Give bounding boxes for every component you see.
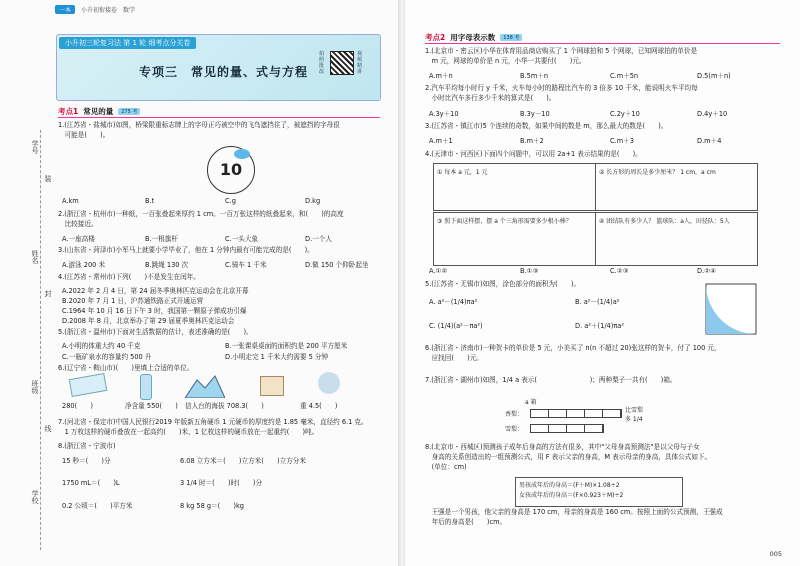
r4-box-1: ① 每本 a 元，1 元 — [433, 163, 596, 211]
binding-margin — [0, 130, 52, 550]
q8-item-3[interactable]: 1750 mL＝( )L — [62, 479, 120, 487]
section-title: 用字母表示数 — [450, 33, 496, 42]
r2-option-b[interactable]: B.3y－10 — [520, 110, 550, 118]
r-question-8: 8.(北京市・西城区)预测孩子成年后身高的方法有很多，其中"父母身高预测法"是以父母与子女 — [425, 443, 700, 451]
r-question-8-answer: 年后的身高是( )cm。 — [425, 518, 507, 526]
r1-option-b[interactable]: B.5m＋n — [520, 72, 549, 80]
r4-option-d[interactable]: D.②④ — [697, 267, 716, 275]
q8-item-1[interactable]: 15 秒＝( )分 — [62, 457, 111, 465]
q3-option-b[interactable]: B.跳绳 130 次 — [145, 261, 189, 269]
r2-option-d[interactable]: D.4y＋10 — [697, 110, 728, 118]
q1-option-c[interactable]: C.g — [225, 197, 236, 205]
r7-label-a: a 箱 — [525, 399, 537, 406]
q5-option-b[interactable]: B.一张课桌桌面的面积约是 200 平方厘米 — [225, 342, 348, 350]
margin-label-name: 姓名 — [31, 250, 39, 264]
r3-option-d[interactable]: D.m＋4 — [697, 137, 722, 145]
topic-banner — [56, 34, 381, 101]
section-1-header — [58, 106, 140, 117]
r4-box-2: ② 长方形的周长是多少厘米？ 1 cm，a cm — [595, 163, 758, 211]
q1-option-d[interactable]: D.kg — [305, 197, 321, 205]
mountain-image — [185, 374, 225, 398]
r5-option-c[interactable]: C. (1/4)(a²－πa²) — [429, 322, 483, 330]
q6-item-2[interactable]: 净含量 550( ) — [125, 402, 178, 410]
right-page — [405, 0, 800, 566]
r-question-2-cont: 小时比汽车多行多少千米的算式是( )。 — [425, 94, 556, 102]
subject-label: 数学 — [123, 6, 136, 14]
q4-option-c[interactable]: C.1964 年 10 月 16 日下午 3 时，我国第一颗原子弹成功引爆 — [62, 307, 247, 315]
milk-box-image — [260, 376, 284, 396]
xueli-bar — [530, 424, 604, 433]
question-2-cont: 比较接近。 — [58, 220, 98, 228]
r-question-8-cont: 身高的关系创造出的一组预测公式，用 F 表示父亲的身高，M 表示母亲的身高，具体公式如下。 — [425, 453, 712, 461]
q4-option-a[interactable]: A.2022 年 2 月 4 日，第 24 届冬季奥林匹克运动会在北京开幕 — [62, 287, 249, 295]
r7-label-more: 多 1/4 — [625, 416, 643, 423]
r5-option-a[interactable]: A. a²－(1/4)πa² — [429, 298, 478, 306]
r4-option-b[interactable]: B.①③ — [520, 267, 539, 275]
bird-icon — [234, 149, 250, 159]
margin-word-3: 线 — [44, 425, 52, 432]
q5-option-a[interactable]: A.小明的体重大约 40 千克 — [62, 342, 141, 350]
section-title: 常见的量 — [83, 107, 114, 116]
section-tag: 275 考 — [118, 108, 140, 115]
brick-image — [69, 373, 108, 397]
margin-label-number: 学号 — [31, 140, 39, 154]
question-7: 7.(河北省・保定市)中国人民银行2019 年版新五角硬币 1 元硬币的厚度约是 1.85 毫米，直径约 6.1 克。 — [58, 418, 368, 426]
question-1-cont: 可能是( )。 — [58, 131, 110, 139]
question-2: 2.(浙江省・杭州市)一种纸，一百张叠起来厚约 1 cm。一百万张这样的纸叠起来，和( )的高度 — [58, 210, 344, 218]
section-2-header — [425, 32, 522, 43]
r-question-8-story: 王强是一个男孩，他父亲的身高是 170 cm，母亲的身高是 160 cm。按照上面的公式预测，王强成 — [425, 508, 723, 516]
q4-option-d[interactable]: D.2008 年 8 月，北京举办了第 29 届夏季奥林匹克运动会 — [62, 317, 235, 325]
q1-option-a[interactable]: A.km — [62, 197, 79, 205]
qr-right-label: 视频精讲 — [357, 51, 363, 75]
question-1: 1.(江苏省・盐城市)如图，桥梁限重标志牌上的字母正巧被空中的飞鸟遮挡住了，被遮挡的字母很 — [58, 121, 340, 129]
r1-option-c[interactable]: C.m＋5n — [610, 72, 639, 80]
r1-option-d[interactable]: D.5(m＋n) — [697, 72, 731, 80]
q8-item-2[interactable]: 6.08 立方米＝( )立方米( )立方分米 — [180, 457, 306, 465]
question-8: 8.(浙江省・宁波市) — [58, 442, 116, 450]
r-question-3: 3.(江苏省・镇江市)5 个连续的奇数，如果中间的数是 m，那么最大的数是( )。 — [425, 122, 668, 130]
q6-item-1[interactable]: 280( ) — [62, 402, 93, 410]
section-label: 考点1 — [58, 107, 79, 116]
r3-option-c[interactable]: C.m＋3 — [610, 137, 634, 145]
formula-boy: 男孩成年后的身高＝(F＋M)×1.08÷2 — [519, 482, 620, 489]
question-6: 6.(辽宁省・鞍山市)( )里填上合适的单位。 — [58, 364, 194, 372]
q4-option-b[interactable]: B.2020 年 7 月 1 日，沪苏通铁路正式开通运营 — [62, 297, 204, 305]
question-5: 5.(浙江省・温州市)下面对生活数据的估计，表述准确的是( )。 — [58, 328, 253, 336]
qr-left-label: 拍照批改 — [319, 51, 325, 75]
weight-limit-sign: 10 — [207, 146, 255, 194]
q6-item-3[interactable]: 信人台的海拔 708.3( ) — [185, 402, 264, 410]
book-title: 小升初衔接卷 — [81, 6, 118, 14]
r-question-6-cont: 应找回( )元。 — [425, 354, 483, 362]
q3-option-a[interactable]: A.游泳 200 米 — [62, 261, 106, 269]
r-question-8-unit: (单位：cm) — [425, 463, 467, 471]
r2-option-c[interactable]: C.2y＋10 — [610, 110, 640, 118]
r4-box-4: ④ 团结队有多少人？ 篮球队：a人，田径队：5人 — [595, 212, 758, 266]
r-question-4: 4.(天津市・河西区)下面四个问题中，可以用 2a+1 表示结果的是( )。 — [425, 150, 642, 158]
elephant-image — [318, 372, 340, 394]
margin-label-class: 班级 — [31, 380, 39, 394]
question-7-cont: 1 万枚这样的硬币叠放在一起高约( )米，1 亿枚这样的硬币放在一起重约( )吨。 — [58, 428, 319, 436]
q1-option-b[interactable]: B.t — [145, 197, 155, 205]
question-3: 3.(山东省・菏泽市)小军马上就要小学毕业了，他在 1 分钟内最有可能完成的是( )。 — [58, 246, 314, 254]
q6-item-4[interactable]: 重 4.5( ) — [300, 402, 338, 410]
brand-badge: 一本 — [55, 5, 75, 14]
r4-option-a[interactable]: A.①② — [429, 267, 448, 275]
r5-option-b[interactable]: B. a²－(1/4)a² — [575, 298, 620, 306]
xiangli-bar — [530, 409, 622, 418]
margin-word-2: 封 — [44, 290, 52, 297]
r-question-5: 5.(江苏省・无锡市)如图，涂色部分的面积为( )。 — [425, 280, 581, 288]
q5-option-c[interactable]: C.一瓶矿泉水的容量约 500 升 — [62, 353, 152, 361]
q2-option-d[interactable]: D.一个人 — [305, 235, 332, 243]
q3-option-c[interactable]: C.骑车 1 千米 — [225, 261, 267, 269]
r3-option-b[interactable]: B.m＋2 — [520, 137, 544, 145]
q3-option-d[interactable]: D.做 150 个仰卧起坐 — [305, 261, 369, 269]
shaded-square-figure — [705, 283, 757, 335]
banner-strip: 小升初三轮复习法 第 1 轮 细考点分关卷 — [59, 37, 196, 49]
question-4: 4.(江苏省・常州市)下列( )不是发生在闰年。 — [58, 273, 200, 281]
r-question-6: 6.(浙江省・济南市)一种贺卡的单价是 5 元，小美买了 n(n 不超过 20)张这样的贺卡，付了 100 元， — [425, 344, 721, 352]
r7-label-xueli: 雪梨： — [505, 426, 524, 433]
section-tag: 138 考 — [500, 34, 522, 41]
r-question-1-cont: m 元，网球的单价是 n 元，小华一共要付( )元。 — [425, 57, 586, 65]
r1-option-a[interactable]: A.m＋n — [429, 72, 453, 80]
q8-item-6[interactable]: 8 kg 58 g＝( )kg — [180, 502, 244, 510]
r-question-1: 1.(北京市・密云区)小华在体育用品商店购买了 1 个网球拍和 5 个网球，已知网球拍的单价是 — [425, 47, 698, 55]
r7-label-xiangli: 香梨： — [505, 411, 524, 418]
qr-code-icon[interactable] — [330, 51, 354, 75]
page-header — [55, 4, 135, 14]
formula-box — [515, 477, 683, 507]
q5-option-d[interactable]: D.小明走完 1 千米大约需要 5 分钟 — [225, 353, 329, 361]
formula-girl: 女孩成年后的身高＝(F×0.923＋M)÷2 — [519, 492, 624, 499]
margin-word-1: 装 — [44, 175, 52, 182]
r2-option-a[interactable]: A.3y＋10 — [429, 110, 459, 118]
q8-item-4[interactable]: 3 1/4 时＝( )时( )分 — [180, 479, 263, 487]
r4-option-c[interactable]: C.②③ — [610, 267, 629, 275]
q2-option-b[interactable]: B.一根旗杆 — [145, 235, 178, 243]
r5-option-d[interactable]: D. a²＋(1/4)πa² — [575, 322, 624, 330]
section-label: 考点2 — [425, 33, 446, 42]
r-question-7: 7.(浙江省・湖州市)如图，1/4 a 表示( )；两种梨子一共有( )箱。 — [425, 376, 677, 384]
page-number: 005 — [769, 550, 782, 558]
water-bottle-image — [140, 374, 152, 400]
r4-box-3: ③ 照下面这样摆，摆 a 个三角形需要多少根小棒？ — [433, 212, 596, 266]
topic-title: 专项三 常见的量、式与方程 — [139, 65, 309, 79]
q2-option-a[interactable]: A.一座高楼 — [62, 235, 95, 243]
r-question-2: 2.汽车平均每小时行 y 千米，火车每小时的路程比汽车的 3 倍多 10 千米，能说明火车平均每 — [425, 84, 698, 92]
r3-option-a[interactable]: A.m＋1 — [429, 137, 453, 145]
q8-item-5[interactable]: 0.2 公顷＝( )平方米 — [62, 502, 133, 510]
r7-label-compare: 比雪梨 — [625, 407, 644, 414]
q2-option-c[interactable]: C.一头大象 — [225, 235, 259, 243]
margin-label-school: 学校 — [31, 490, 39, 504]
